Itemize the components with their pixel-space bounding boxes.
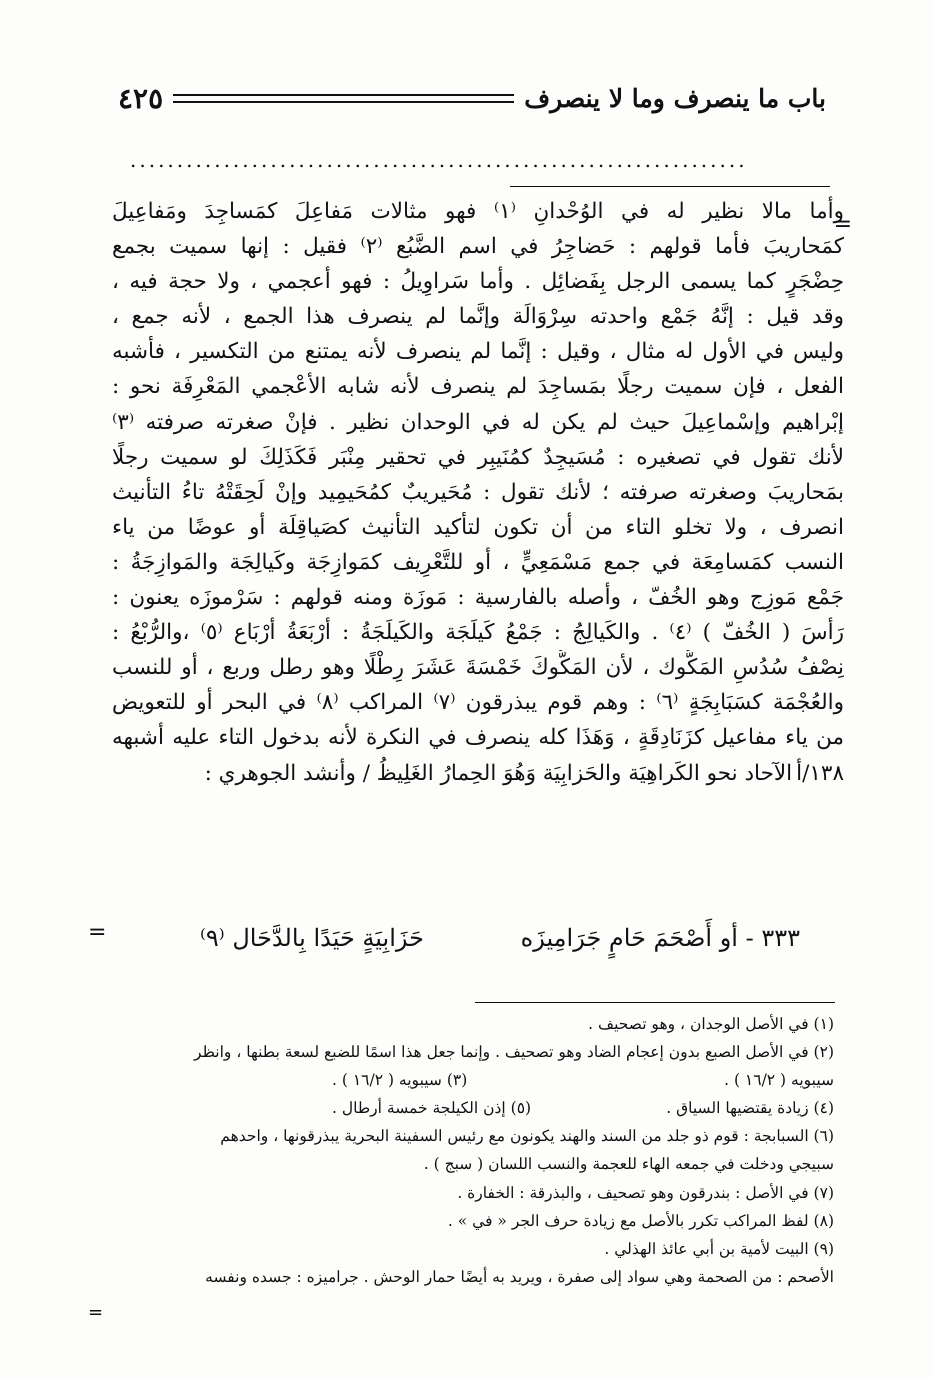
poem-verse — [200, 918, 800, 958]
footnote: سيبويه ( ١٦/٢ ) . — [724, 1071, 834, 1090]
footnote: (٥) إذن الكيلجة خمسة أرطال . — [332, 1099, 532, 1118]
continuation-mark: = — [88, 920, 107, 945]
footnote-pair — [112, 1066, 834, 1094]
text-line — [112, 756, 844, 791]
text-line: بمَحاريبَ وصغرته صرفته ؛ لأنك تقول : مُحَيريبٌ كمُحَيمِيد وإنْ لَحِقَتْهُ تاءُ التأنيث — [112, 479, 844, 505]
main-text — [112, 194, 844, 791]
footnote-pair — [112, 1094, 834, 1122]
page-header — [118, 78, 826, 118]
text-line: كمَحاريبَ فأما قولهم : حَضاجِرُ في اسم الضَّبُع ⁽٢⁾ فقيل : إنها سميت بجمع — [112, 234, 844, 260]
footnote: (٣) سيبويه ( ١٦/٢ ) . — [332, 1071, 468, 1090]
text-line: انصرف ، ولا تخلو التاء من أن تكون لتأكيد التأنيث كصَياقِلَة أو عوضًا من ياء — [112, 514, 844, 540]
text-line: النسب كمَسامِعَة في جمع مَسْمَعِيٍّ ، أو للتَّعْرِيف كمَوازِجَة وكَيالِجَة والمَوازِجَةُ : — [112, 549, 844, 575]
text-line: لأنك تقول في تصغيره : مُسَيجِدٌ كمُنَيبِر في تحقير مِنْبَر فَكَذَلِكَ لو سميت رجلًا — [112, 444, 844, 470]
footnote: سبيجي ودخلت في جمعه الهاء للعجمة والنسب اللسان ( سبج ) . — [423, 1155, 834, 1174]
footnote: (٩) البيت لأمية بن أبي عائذ الهذلي . — [604, 1239, 834, 1258]
text-line: من ياء مفاعيل كزَنَادِقَةٍ ، وَهَذَا كله ينصرف في النكرة لأنه بدخول التاء عليه أشبهه — [112, 725, 844, 751]
footnote: (٧) في الأصل : بندرقون وهو تصحيف ، والبذرقة : الخفارة . — [457, 1183, 834, 1202]
footnote: (٦) السبابجة : قوم ذو جلد من السند والهند يكونون مع رئيس السفينة البحرية يبذرقونها ، واحدهم — [220, 1127, 834, 1146]
text-line-content: الآحاد نحو الكَراهِيَة والحَزابِيَة وَهُوَ الحِمارُ الغَلِيظُ / وأنشد الجوهري : — [204, 760, 793, 786]
text-line: حِضْجَرٍ كما يسمى الرجل بِفَضائِل . وأما سَراوِيلُ : فهو أعجمي ، ولا حجة فيه ، — [112, 269, 844, 295]
running-title: باب ما ينصرف وما لا ينصرف — [524, 83, 826, 113]
verse-first-hemistich: ٣٣٣ - أو أَصْحَمَ حَامٍ جَرَامِيزَه — [520, 924, 800, 952]
footnote: (٤) زيادة يقتضيها السياق . — [666, 1099, 834, 1118]
footnote-gloss: الأصحم : من الصحمة وهي سواد إلى صفرة ، ويريد به أيضًا حمار الوحش . جراميزه : جسده ونفسه — [205, 1267, 834, 1286]
footnote: (١) في الأصل الوجدان ، وهو تصحيف . — [588, 1015, 834, 1033]
footnotes — [112, 1010, 834, 1291]
header-rule — [173, 94, 514, 103]
page-number: ٤٢٥ — [118, 81, 164, 115]
continuation-mark: = — [88, 1302, 104, 1323]
dotted-separator: .................................................................. — [130, 150, 748, 170]
text-line: جَمْع مَوزِج وهو الخُفّ ، وأصله بالفارسية : مَوزَة ومنه قولهم : سَرْموزَه يعنون : — [112, 585, 844, 611]
text-line: رَأسَ ( الخُفّ ) ⁽٤⁾ . والكَيالِجُ : جَمْعُ كَيلَجَة والكَيلَجَةُ : أرْبَعَةُ أرْبَاع ⁽٥⁾ ،والرُّبْعُ : — [112, 620, 844, 646]
text-line: وقد قيل : إنَّهُ جَمْع واحدته سِرْوَالَة وإنَّما لم ينصرف هذا الجمع ، لأنه جمع ، — [112, 304, 844, 330]
text-line: وأما مالا نظير له في الوُحْدانِ ⁽١⁾ فهو مثالات مَفاعِلَ كمَساجِدَ ومَفاعِيلَ — [112, 199, 844, 224]
text-line: نِصْفُ سُدُسِ المَكُّوك ، لأن المَكُّوكَ خَمْسَةَ عَشَرَ رِطْلًا وهو رطل وربع ، أو للنسب — [112, 655, 844, 681]
separator-rule — [510, 186, 830, 187]
text-line: وليس في الأول له مثال ، وقيل : إنَّما لم ينصرف لأنه يمتنع من التكسير ، فأشبه — [112, 339, 844, 365]
verse-second-hemistich: حَزَابِيَةٍ حَيَدًا بِالدَّحَال ⁽٩⁾ — [200, 924, 424, 952]
text-line: إبْراهيم وإسْماعِيلَ حيث لم يكن له في الوحدان نظير . فإنْ صغرته صرفته ⁽٣⁾ — [112, 409, 844, 435]
footnote-rule — [475, 1002, 835, 1003]
text-line: الفعل ، فإن سميت رجلًا بمَساجِدَ لم ينصرف لأنه شابه الأعْجمي المَعْرِفَة نحو : — [112, 374, 844, 400]
continuation-mark: = — [833, 212, 852, 237]
footnote: (٢) في الأصل الصبع بدون إعجام الضاد وهو تصحيف . وإنما جعل هذا اسمًا للضبع لسعة بطنها ، وانظر — [194, 1043, 834, 1062]
footnote: (٨) لفظ المراكب تكرر بالأصل مع زيادة حرف الجر « في » . — [447, 1211, 834, 1230]
text-line: والعُجْمَة كسَبَابِجَةٍ ⁽٦⁾ : وهم قوم يبذرقون ⁽٧⁾ المراكب ⁽٨⁾ في البحر أو للتعويض — [112, 690, 844, 716]
manuscript-folio: ١٣٨/أ — [796, 760, 844, 786]
